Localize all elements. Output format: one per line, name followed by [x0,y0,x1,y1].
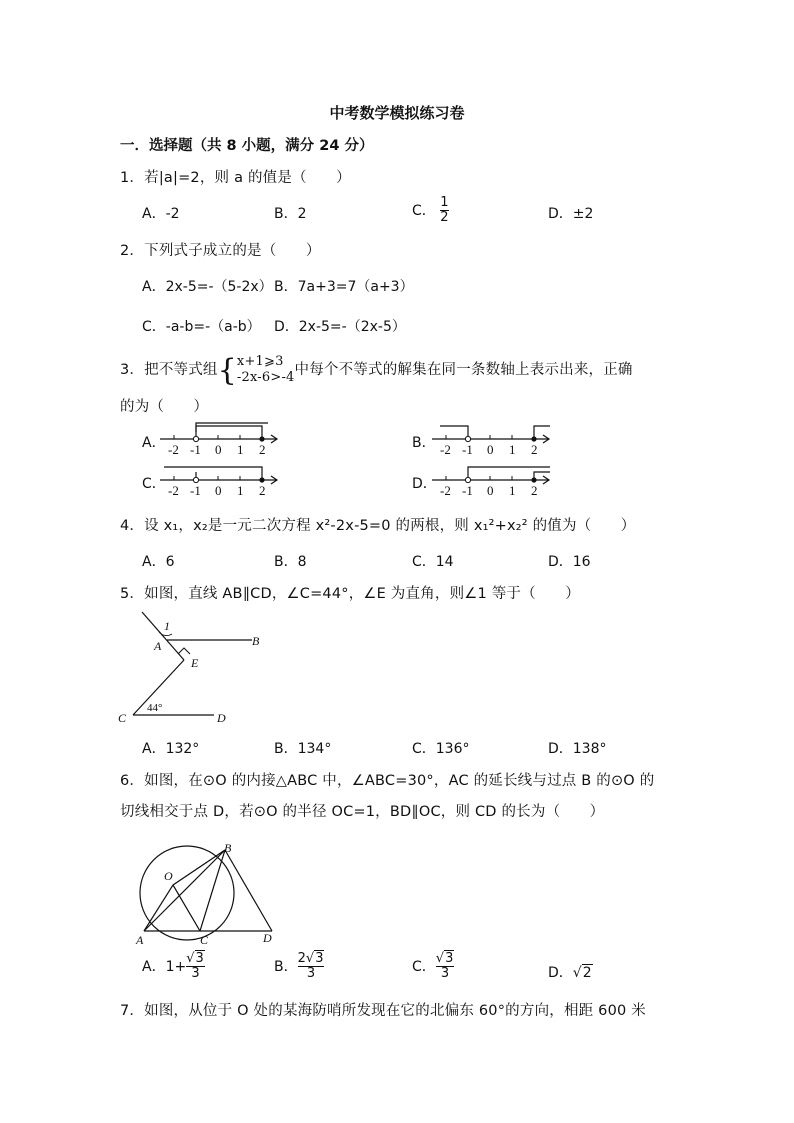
tick-label: 1 [509,483,516,498]
label-e: E [191,656,199,670]
q3-option-b: B． [412,435,436,451]
question-6-stem-line2: 切线相交于点 D，若⊙O 的半径 OC=1，BD∥OC，则 CD 的长为（ ） [120,804,605,820]
question-3-stem [120,352,633,388]
tick-label: 2 [531,442,538,457]
q6-option-a-label: A．1+ [142,958,187,975]
denominator: 2 [440,210,449,226]
q1-option-a: A．-2 [142,206,180,222]
q3-option-d: D． [412,476,437,492]
inequality-system: {x+1⩾3 -2x-6>-4 [217,352,295,388]
question-5-stem: 5．如图，直线 AB∥CD，∠C=44°，∠E 为直角，则∠1 等于（ ） [120,586,580,602]
q2-option-c: C．-a-b=-（a-b） [142,319,261,335]
tick-label: 1 [509,442,516,457]
fraction [436,952,455,982]
inequality-1: x+1⩾3 [236,354,284,369]
tick-label: 2 [259,442,266,457]
q5-option-c: C．136° [412,741,470,757]
q3-stem-pre: 3．把不等式组 [120,362,218,378]
tick-label: -1 [190,483,201,498]
label-o: O [164,869,173,883]
q6-option-b [274,952,324,982]
q3-option-a: A． [142,435,166,451]
q4-option-b: B．8 [274,554,307,570]
denominator: 3 [191,966,200,982]
question-4-stem: 4．设 x₁，x₂是一元二次方程 x²-2x-5=0 的两根，则 x₁²+x₂² 的值为（ ） [120,518,636,534]
question-2-stem: 2．下列式子成立的是（ ） [120,243,321,259]
radicand: 3 [315,951,324,966]
numerator: √3 [435,951,454,966]
numerator: 1 [440,195,449,210]
denominator: 3 [440,966,450,982]
q6-option-d-label: D． [548,965,573,981]
tick-label: 0 [215,442,222,457]
page-title: 中考数学模拟练习卷 [329,104,465,122]
label-a: A [136,933,144,947]
number-line-b [430,418,555,458]
label-1: 1 [164,619,170,633]
inequality-2: -2x-6>-4 [236,370,295,385]
angle-44: 44° [147,702,163,714]
q1-option-c [412,196,449,226]
q6-option-d: D．√2 [548,965,592,981]
fraction [440,196,448,226]
label-a: A [154,639,162,653]
q3-option-c: C． [142,476,166,492]
denominator: 3 [306,966,316,982]
q6-option-c [412,952,454,982]
q1-option-d: D．±2 [548,206,594,222]
q5-option-a: A．132° [142,741,200,757]
question-7-stem: 7．如图，从位于 O 处的某海防哨所发现在它的北偏东 60°的方向，相距 600 米 [120,1003,646,1019]
q5-option-d: D．138° [548,741,607,757]
tick-label: 2 [259,483,266,498]
tick-label: -1 [462,483,473,498]
label-b: B [224,841,232,855]
label-c: C [118,711,127,725]
section-heading: 一．选择题（共 8 小题，满分 24 分） [120,138,374,154]
numerator: √3 [186,951,204,966]
q1-option-b: B．2 [274,206,307,222]
q6-option-c-label: C． [412,958,436,975]
q2-option-d: D．2x-5=-（2x-5） [274,319,406,335]
tick-label: -2 [168,483,179,498]
q4-option-c: C．14 [412,554,454,570]
q5-option-b: B．134° [274,741,332,757]
figure-q5 [114,608,274,730]
q4-option-a: A．6 [142,554,175,570]
tick-label: -2 [168,442,179,457]
tick-label: 0 [487,442,494,457]
question-6-stem-line1: 6．如图，在⊙O 的内接△ABC 中，∠ABC=30°，AC 的延长线与过点 B 的⊙O 的 [120,773,655,789]
tick-label: -1 [462,442,473,457]
q2-option-b: B．7a+3=7（a+3） [274,279,414,295]
label-d: D [217,711,226,725]
question-3-stem-line2: 的为（ ） [120,399,209,415]
tick-label: -1 [190,442,201,457]
q6-option-a [142,952,205,982]
radicand: 2 [582,965,592,981]
numerator: 2√3 [297,951,324,966]
question-1-stem: 1．若|a|=2，则 a 的值是（ ） [120,170,351,186]
label-d: D [263,931,272,945]
tick-label: 2 [531,483,538,498]
q4-option-d: D．16 [548,554,591,570]
q2-option-a: A．2x-5=-（5-2x） [142,279,273,295]
tick-label: -2 [440,483,451,498]
tick-label: 1 [237,442,244,457]
label-b: B [252,634,260,648]
tick-label: 0 [487,483,494,498]
q1-option-c-label: C． [412,202,436,219]
label-c: C [200,933,209,947]
number-line-c [158,459,283,499]
q3-stem-post: 中每个不等式的解集在同一条数轴上表示出来，正确 [294,362,633,378]
q6-option-b-label: B． [274,958,298,975]
number-line-d [430,459,555,499]
fraction [186,952,205,982]
radicand: 3 [445,951,454,966]
figure-q6 [130,838,280,950]
coefficient: 2 [297,951,306,966]
number-line-a [158,418,283,458]
tick-label: -2 [440,442,451,457]
tick-label: 1 [237,483,244,498]
radicand: 3 [195,951,204,966]
fraction [298,952,325,982]
tick-label: 0 [215,483,222,498]
